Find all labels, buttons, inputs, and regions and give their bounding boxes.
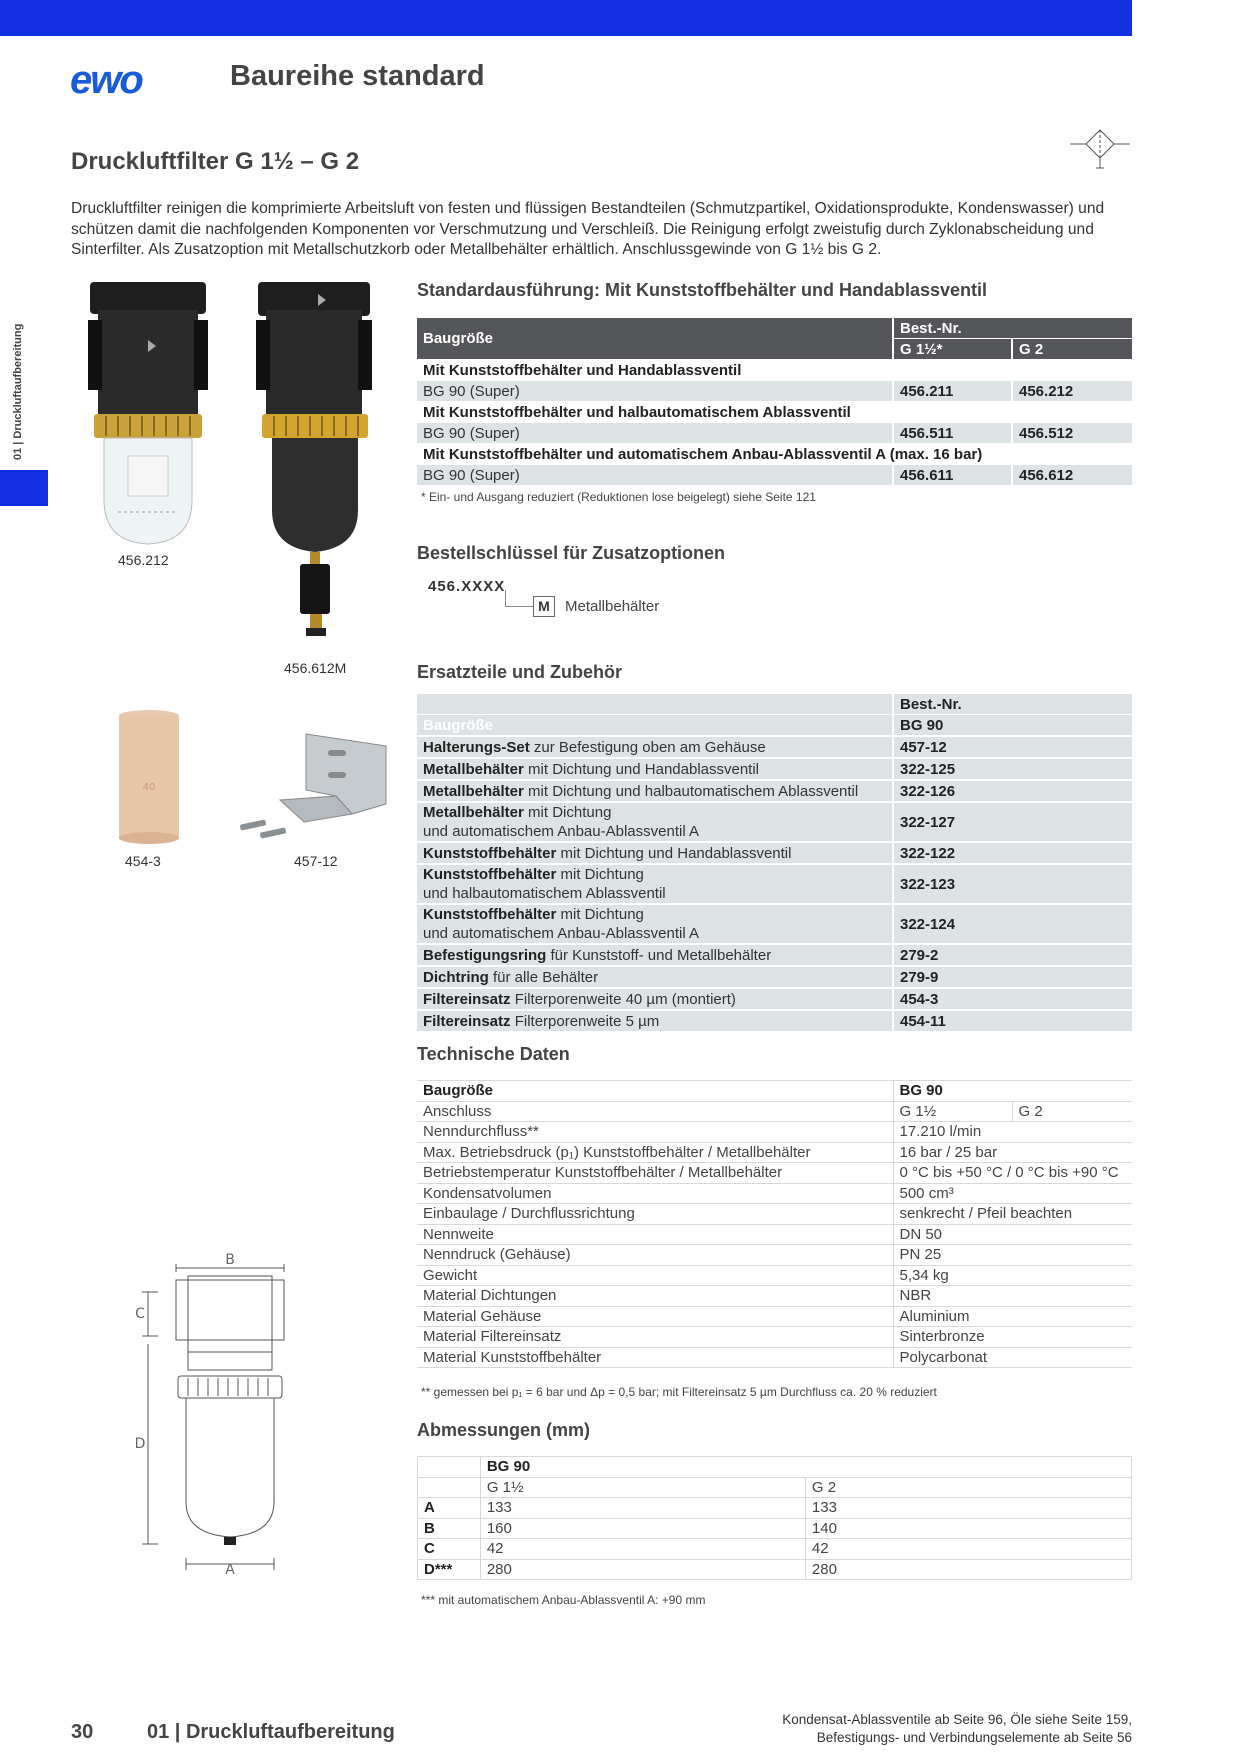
- table-row: BG 90 (Super) 456.511 456.512: [417, 423, 1132, 444]
- spare-section-title: Ersatzteile und Zubehör: [417, 662, 623, 682]
- table-row: Max. Betriebsdruck (p₁) Kunststoffbehälter / Metallbehälter 16 bar / 25 bar: [417, 1142, 1132, 1163]
- table-row: Anschluss G 1½ G 2: [417, 1101, 1132, 1122]
- table-row: Dichtring für alle Behälter 279-9: [417, 966, 1132, 988]
- standard-section-title: Standardausführung: Mit Kunststoffbehälter und Handablassventil: [417, 280, 988, 300]
- standard-table: [417, 318, 1132, 486]
- table-row: Material Filtereinsatz Sinterbronze: [417, 1327, 1132, 1348]
- table-row: Kunststoffbehälter mit Dichtung und automatischem Anbau-Ablassventil A 322-124: [417, 904, 1132, 944]
- table-row: Kondensatvolumen 500 cm³: [417, 1183, 1132, 1204]
- dims-section-title: Abmessungen (mm): [417, 1420, 591, 1440]
- dims-col-g1: G 1½: [480, 1477, 805, 1498]
- dimension-drawing: [128, 1252, 318, 1577]
- caption-456-612M: 456.612M: [284, 660, 347, 676]
- dim-label-a: A: [225, 1562, 235, 1577]
- dim-label-c: C: [135, 1306, 145, 1322]
- group-heading: Mit Kunststoffbehälter und Handablassventil: [417, 360, 1132, 381]
- table-row: Betriebstemperatur Kunststoffbehälter / Metallbehälter 0 °C bis +50 °C / 0 °C bis +90 °C: [417, 1163, 1132, 1184]
- table-row: Filtereinsatz Filterporenweite 5 µm 454-11: [417, 1010, 1132, 1032]
- table-row: Kunststoffbehälter mit Dichtung und Handablassventil 322-122: [417, 842, 1132, 864]
- footer-references: Kondensat-Ablassventile ab Seite 96, Öle siehe Seite 159, Befestigungs- und Verbindungselemente ab Seite 56: [782, 1712, 1132, 1745]
- table-row: Metallbehälter mit Dichtung und halbautomatischem Ablassventil 322-126: [417, 780, 1132, 802]
- filter-symbol-icon: [1070, 122, 1130, 170]
- table-row: A 133 133: [418, 1498, 1132, 1519]
- product-intro: Druckluftfilter reinigen die komprimierte Arbeitsluft von festen und flüssigen Bestandteilen (Schmutzpartikel, Oxidationsprodukte, Kondenswasser) und schützen damit die nachfolgenden Komponenten vor Verschmutzung und Verschleiß. Die Reinigung erfolgt zweistufig durch Zyklonabscheidung und Sinterfilter. Als Zusatzoption mit Metallschutzkorb oder Metallbehälter erhältlich. Anschlussgewinde von G 1½ bis G 2.: [71, 200, 1105, 258]
- table-row: Befestigungsring für Kunststoff- und Metallbehälter 279-2: [417, 944, 1132, 966]
- caption-457-12: 457-12: [294, 853, 338, 869]
- dims-col-g2: G 2: [805, 1477, 1131, 1498]
- col-size-header: Baugröße: [417, 318, 893, 360]
- side-chapter-marker: [0, 470, 48, 506]
- group-heading: Mit Kunststoffbehälter und halbautomatischem Ablassventil: [417, 402, 1132, 423]
- table-row: Halterungs-Set zur Befestigung oben am Gehäuse 457-12: [417, 736, 1132, 758]
- page-number: 30: [71, 1721, 94, 1743]
- spare-size-header: Baugröße: [417, 715, 893, 737]
- dim-label-d: D: [134, 1436, 146, 1452]
- table-row: Nenndruck (Gehäuse) PN 25: [417, 1245, 1132, 1266]
- caption-454-3: 454-3: [125, 853, 161, 869]
- order-key-code: 456.XXXX: [428, 578, 506, 595]
- table-row: Kunststoffbehälter mit Dichtung und halbautomatischem Ablassventil 322-123: [417, 864, 1132, 904]
- filter-cartridge-photo: [116, 708, 182, 848]
- spare-bg-header: BG 90: [893, 715, 1132, 737]
- order-key-option-code: M: [533, 596, 555, 617]
- top-color-bar: [0, 0, 1132, 36]
- table-row: BG 90 (Super) 456.211 456.212: [417, 381, 1132, 402]
- table-row: Nenndurchfluss** 17.210 l/min: [417, 1122, 1132, 1143]
- svg-text:40: 40: [142, 782, 156, 793]
- table-row: Einbaulage / Durchflussrichtung senkrecht / Pfeil beachten: [417, 1204, 1132, 1225]
- standard-footnote: * Ein- und Ausgang reduziert (Reduktionen lose beigelegt) siehe Seite 121: [421, 490, 816, 504]
- dim-label-b: B: [225, 1252, 235, 1268]
- col-order-header: Best.-Nr.: [893, 318, 1132, 339]
- product-photo-456-212: [88, 280, 208, 550]
- table-row: B 160 140: [418, 1518, 1132, 1539]
- order-key-title: Bestellschlüssel für Zusatzoptionen: [417, 543, 726, 563]
- brand-logo: ewo: [70, 58, 142, 102]
- series-title: Baureihe standard: [230, 60, 485, 92]
- table-row: Filtereinsatz Filterporenweite 40 µm (montiert) 454-3: [417, 988, 1132, 1010]
- tech-footnote: ** gemessen bei p₁ = 6 bar und Δp = 0,5 bar; mit Filtereinsatz 5 µm Durchfluss ca. 20 % reduziert: [421, 1385, 937, 1399]
- table-row: Nennweite DN 50: [417, 1224, 1132, 1245]
- order-key-option-desc: Metallbehälter: [565, 598, 660, 615]
- table-row: Material Dichtungen NBR: [417, 1286, 1132, 1307]
- table-row: D*** 280 280: [418, 1559, 1132, 1580]
- table-row: Material Kunststoffbehälter Polycarbonat: [417, 1347, 1132, 1368]
- col-g1-header: G 1½*: [893, 339, 1012, 360]
- footer-chapter: 01 | Druckluftaufbereitung: [147, 1721, 395, 1743]
- group-heading: Mit Kunststoffbehälter und automatischem Anbau-Ablassventil A (max. 16 bar): [417, 444, 1132, 465]
- product-title: Druckluftfilter G 1½ – G 2: [71, 148, 360, 175]
- dims-head: BG 90: [480, 1457, 1131, 1478]
- table-row: Gewicht 5,34 kg: [417, 1265, 1132, 1286]
- table-row: BG 90 (Super) 456.611 456.612: [417, 465, 1132, 486]
- bracket-set-photo: [240, 730, 390, 840]
- tech-head-value: BG 90: [893, 1081, 1132, 1102]
- side-chapter-label: 01 | Druckluftaufbereitung: [12, 323, 24, 460]
- table-row: Metallbehälter mit Dichtung und automatischem Anbau-Ablassventil A 322-127: [417, 802, 1132, 842]
- table-row: C 42 42: [418, 1539, 1132, 1560]
- caption-456-212: 456.212: [118, 552, 169, 568]
- table-row: Metallbehälter mit Dichtung und Handablassventil 322-125: [417, 758, 1132, 780]
- table-row: Material Gehäuse Aluminium: [417, 1306, 1132, 1327]
- col-g2-header: G 2: [1012, 339, 1132, 360]
- tech-head-label: Baugröße: [417, 1081, 893, 1102]
- dims-table: [417, 1456, 1132, 1580]
- tech-table: [417, 1080, 1132, 1368]
- spare-order-header: Best.-Nr.: [893, 694, 1132, 715]
- dims-footnote: *** mit automatischem Anbau-Ablassventil A: +90 mm: [421, 1593, 706, 1607]
- spare-table: [417, 694, 1132, 1033]
- tech-section-title: Technische Daten: [417, 1044, 570, 1064]
- standard-header-row: [417, 318, 1132, 339]
- product-photo-456-612M: [256, 280, 374, 650]
- order-key-connector: [505, 590, 534, 607]
